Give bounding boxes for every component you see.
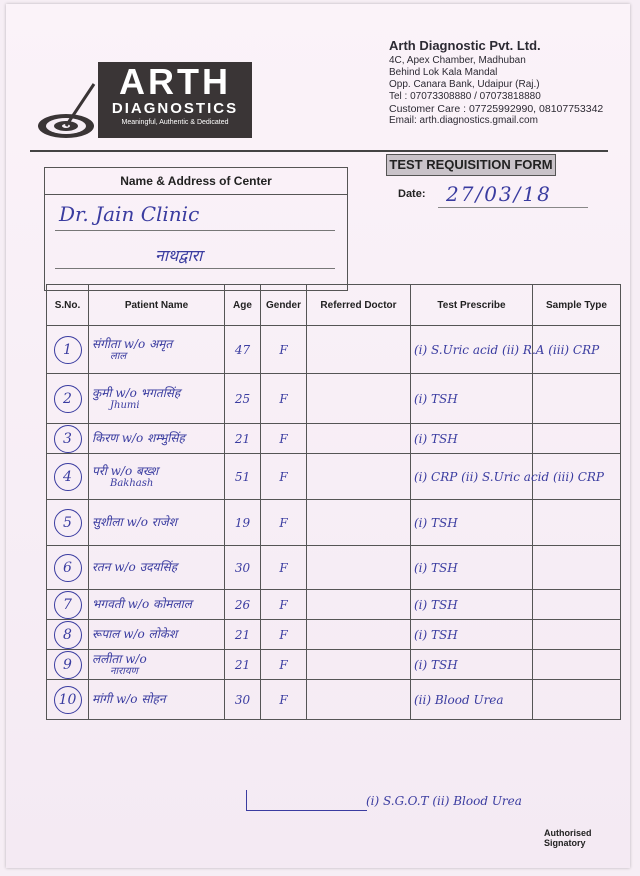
cell-patient-name <box>89 454 225 500</box>
date-value: 27/03/18 <box>446 182 552 206</box>
cell-sno <box>47 374 89 424</box>
cell-test-prescribe: (i) TSH <box>411 650 533 680</box>
cell-referred-doctor <box>307 680 411 720</box>
cell-sample-type <box>533 546 621 590</box>
sno-circle: 1 <box>54 336 82 364</box>
cell-sample-type <box>533 374 621 424</box>
cell-gender: F <box>261 546 307 590</box>
writing-line <box>55 268 335 269</box>
center-box <box>44 167 348 291</box>
authorised-signatory: Authorised Signatory <box>544 828 592 848</box>
cell-gender: F <box>261 680 307 720</box>
cell-gender: F <box>261 424 307 454</box>
sno-circle: 7 <box>54 591 82 619</box>
cell-age: 21 <box>225 620 261 650</box>
cell-age: 47 <box>225 326 261 374</box>
cell-sample-type <box>533 650 621 680</box>
logo-tagline: Meaningful, Authentic & Dedicated <box>121 119 229 126</box>
table-header-row <box>47 285 621 326</box>
cell-gender: F <box>261 620 307 650</box>
table-row <box>47 326 621 374</box>
form-title: TEST REQUISITION FORM <box>386 154 556 176</box>
cell-test-prescribe: (i) TSH <box>411 546 533 590</box>
cell-sno <box>47 590 89 620</box>
patient-name: रूपाल w/o लोकेश <box>92 627 178 641</box>
cell-patient-name <box>89 500 225 546</box>
cell-referred-doctor <box>307 650 411 680</box>
cell-sno <box>47 546 89 590</box>
target-arrow-icon <box>36 82 98 142</box>
center-heading: Name & Address of Center <box>45 168 347 195</box>
patient-name: रतन w/o उदयसिंह <box>92 560 178 574</box>
table-row <box>47 620 621 650</box>
table-row <box>47 650 621 680</box>
date-label: Date: <box>398 188 426 200</box>
address-line: Behind Lok Kala Mandal <box>389 67 498 78</box>
cell-referred-doctor <box>307 500 411 546</box>
cell-test-prescribe: (ii) Blood Urea <box>411 680 533 720</box>
cell-age: 25 <box>225 374 261 424</box>
cell-test-prescribe: (i) TSH <box>411 424 533 454</box>
annotation-arrow <box>246 790 367 811</box>
cell-patient-name <box>89 326 225 374</box>
header-patient-name: Patient Name <box>89 285 225 326</box>
cell-gender: F <box>261 590 307 620</box>
table-row <box>47 590 621 620</box>
table-row <box>47 546 621 590</box>
table-row <box>47 424 621 454</box>
logo-text-box <box>98 62 252 138</box>
cell-sno <box>47 424 89 454</box>
requisition-form-sheet <box>6 4 630 868</box>
cell-sno <box>47 680 89 720</box>
patient-name-extra: नारायण <box>110 665 138 677</box>
patient-name-extra: Bakhash <box>110 477 154 489</box>
cell-sno <box>47 454 89 500</box>
company-name: Arth Diagnostic Pvt. Ltd. <box>389 38 541 53</box>
cell-test-prescribe: (i) TSH <box>411 500 533 546</box>
cell-referred-doctor <box>307 620 411 650</box>
telephone: Tel : 07073308880 / 07073818880 <box>389 91 541 102</box>
table-row <box>47 680 621 720</box>
patient-name: किरण w/o शम्भुसिंह <box>92 431 185 445</box>
address-line: 4C, Apex Chamber, Madhuban <box>389 55 526 66</box>
cell-patient-name <box>89 546 225 590</box>
sno-circle: 8 <box>54 621 82 649</box>
header-sample-type: Sample Type <box>533 285 621 326</box>
center-address: नाथद्वारा <box>155 246 203 265</box>
cell-age: 30 <box>225 546 261 590</box>
cell-sample-type <box>533 680 621 720</box>
cell-referred-doctor <box>307 546 411 590</box>
writing-line <box>55 230 335 231</box>
patient-name-extra: Jhumi <box>110 399 140 411</box>
sno-circle: 3 <box>54 425 82 453</box>
patient-name: ललीता w/o <box>92 651 147 666</box>
cell-referred-doctor <box>307 424 411 454</box>
cell-age: 30 <box>225 680 261 720</box>
header-divider <box>30 150 608 152</box>
patient-name: कुमी w/o भगतसिंह <box>92 385 181 400</box>
cell-test-prescribe: (i) CRP (ii) S.Uric acid (iii) CRP <box>411 454 533 500</box>
sno-circle: 10 <box>54 686 82 714</box>
cell-sample-type <box>533 590 621 620</box>
cell-referred-doctor <box>307 590 411 620</box>
cell-patient-name <box>89 680 225 720</box>
sno-circle: 5 <box>54 509 82 537</box>
table-row <box>47 454 621 500</box>
cell-referred-doctor <box>307 374 411 424</box>
logo-sub: DIAGNOSTICS <box>111 100 239 117</box>
cell-age: 51 <box>225 454 261 500</box>
sno-circle: 6 <box>54 554 82 582</box>
cell-test-prescribe: (i) TSH <box>411 590 533 620</box>
company-address <box>389 38 629 127</box>
cell-sample-type <box>533 500 621 546</box>
cell-sno <box>47 620 89 650</box>
email: Email: arth.diagnostics.gmail.com <box>389 115 538 126</box>
cell-sno <box>47 326 89 374</box>
requisition-table <box>46 284 621 720</box>
table-row <box>47 374 621 424</box>
cell-age: 21 <box>225 424 261 454</box>
cell-patient-name <box>89 374 225 424</box>
cell-gender: F <box>261 650 307 680</box>
header-gender: Gender <box>261 285 307 326</box>
cell-test-prescribe: (i) TSH <box>411 620 533 650</box>
cell-age: 21 <box>225 650 261 680</box>
cell-referred-doctor <box>307 454 411 500</box>
cell-sample-type <box>533 620 621 650</box>
cell-sample-type <box>533 424 621 454</box>
patient-name: संगीता w/o अमृत <box>92 336 173 351</box>
sno-circle: 9 <box>54 651 82 679</box>
cell-test-prescribe: (i) TSH <box>411 374 533 424</box>
header-referred-doctor: Referred Doctor <box>307 285 411 326</box>
cell-gender: F <box>261 326 307 374</box>
table-row <box>47 500 621 546</box>
address-line: Opp. Canara Bank, Udaipur (Raj.) <box>389 79 540 90</box>
arth-logo <box>36 61 239 146</box>
date-line <box>438 207 588 208</box>
cell-gender: F <box>261 454 307 500</box>
patient-name: परी w/o बख्श <box>92 463 159 478</box>
cell-referred-doctor <box>307 326 411 374</box>
cell-sno <box>47 500 89 546</box>
logo-brand: ARTH <box>119 61 231 102</box>
patient-name-extra: लाल <box>110 350 127 362</box>
cell-patient-name <box>89 620 225 650</box>
cell-age: 19 <box>225 500 261 546</box>
header-age: Age <box>225 285 261 326</box>
center-name: Dr. Jain Clinic <box>59 202 200 226</box>
cell-patient-name <box>89 590 225 620</box>
customer-care: Customer Care : 07725992990, 08107753342 <box>389 103 604 115</box>
header-test-prescribe: Test Prescribe <box>411 285 533 326</box>
cell-gender: F <box>261 374 307 424</box>
cell-patient-name <box>89 650 225 680</box>
cell-age: 26 <box>225 590 261 620</box>
patient-name: सुशीला w/o राजेश <box>92 515 177 529</box>
patient-name: मांगी w/o सोहन <box>92 692 166 706</box>
sno-circle: 4 <box>54 463 82 491</box>
header-sno: S.No. <box>47 285 89 326</box>
sno-circle: 2 <box>54 385 82 413</box>
cell-test-prescribe: (i) S.Uric acid (ii) R.A (iii) CRP <box>411 326 533 374</box>
patient-name: भगवती w/o कोमलाल <box>92 597 192 611</box>
cell-patient-name <box>89 424 225 454</box>
extra-test-note: (i) S.G.O.T (ii) Blood Urea <box>366 794 522 808</box>
cell-gender: F <box>261 500 307 546</box>
cell-sno <box>47 650 89 680</box>
